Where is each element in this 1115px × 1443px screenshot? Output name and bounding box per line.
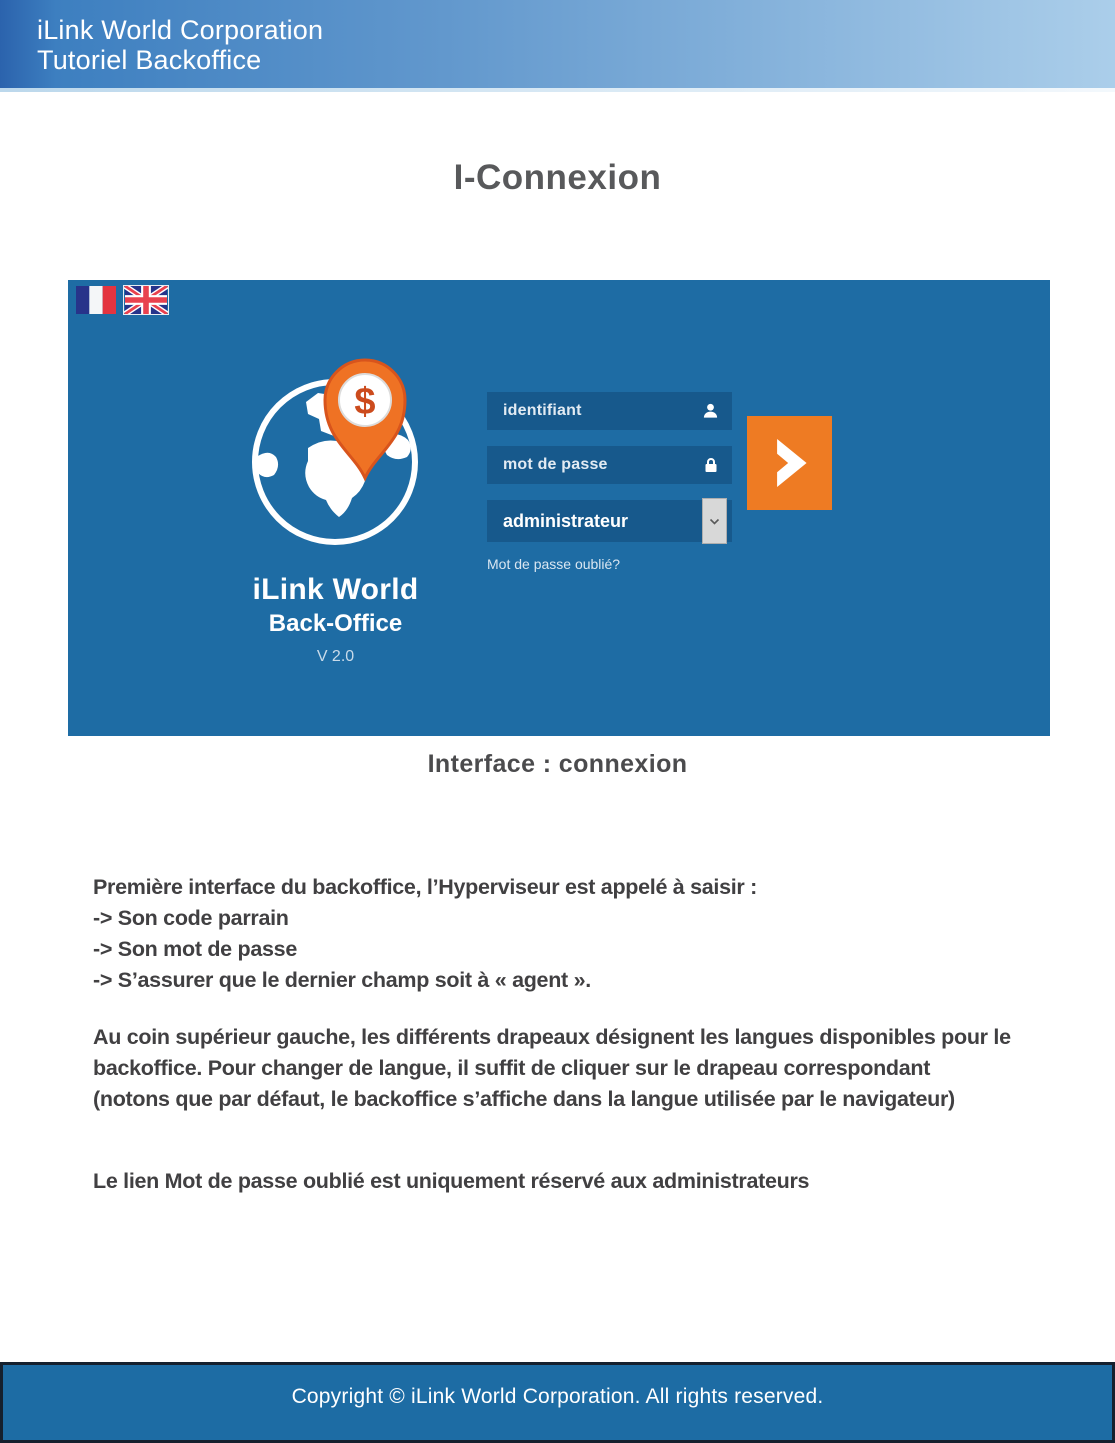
brand-logo xyxy=(228,350,443,666)
header-divider xyxy=(0,88,1115,92)
language-flags xyxy=(76,286,168,314)
screenshot-caption: Interface : connexion xyxy=(427,750,688,778)
forgot-note-paragraph: Le lien Mot de passe oublié est uniquement réservé aux administrateurs xyxy=(93,1169,810,1193)
lock-icon xyxy=(703,457,719,473)
login-screenshot-panel xyxy=(68,280,1050,736)
uk-flag-icon[interactable] xyxy=(124,286,168,314)
intro-paragraph xyxy=(93,872,757,996)
intro-item: -> Son mot de passe xyxy=(93,937,297,961)
flags-note-paragraph xyxy=(93,1022,1011,1115)
flags-note-line: (notons que par défaut, le backoffice s’affiche dans la langue utilisée par le navigateur) xyxy=(93,1087,955,1111)
chevron-down-icon[interactable] xyxy=(702,498,727,544)
logo-title: iLink World xyxy=(252,573,419,606)
forgot-password-link[interactable]: Mot de passe oublié? xyxy=(487,556,621,572)
globe-pin-logo-icon xyxy=(228,350,443,556)
page-header-banner xyxy=(0,0,1115,88)
password-input[interactable] xyxy=(487,446,732,484)
login-submit-button[interactable] xyxy=(747,416,832,510)
french-flag-icon[interactable] xyxy=(76,286,116,314)
username-field-wrap xyxy=(487,392,732,430)
flags-note-line: Au coin supérieur gauche, les différents drapeaux désignent les langues disponibles pour le xyxy=(93,1025,1011,1049)
document-subtitle: Tutoriel Backoffice xyxy=(37,45,262,75)
user-icon xyxy=(702,403,719,420)
page-footer: Copyright © iLink World Corporation. All rights reserved. xyxy=(0,1362,1115,1443)
password-field-wrap xyxy=(487,446,732,484)
login-form xyxy=(487,392,732,572)
role-select-value: administrateur xyxy=(503,510,629,531)
flags-note-line: backoffice. Pour changer de langue, il suffit de cliquer sur le drapeau correspondant xyxy=(93,1056,931,1080)
section-title: I-Connexion xyxy=(453,158,662,197)
svg-text:$: $ xyxy=(354,381,376,423)
logo-version: V 2.0 xyxy=(316,648,355,665)
username-input[interactable] xyxy=(487,392,732,430)
chevron-right-icon xyxy=(766,428,814,498)
intro-item: -> S’assurer que le dernier champ soit à « agent ». xyxy=(93,968,591,992)
intro-item: -> Son code parrain xyxy=(93,906,289,930)
intro-lead: Première interface du backoffice, l’Hyperviseur est appelé à saisir : xyxy=(93,875,758,899)
company-name: iLink World Corporation xyxy=(37,15,324,45)
role-select[interactable] xyxy=(487,500,732,542)
logo-subtitle: Back-Office xyxy=(268,610,403,637)
